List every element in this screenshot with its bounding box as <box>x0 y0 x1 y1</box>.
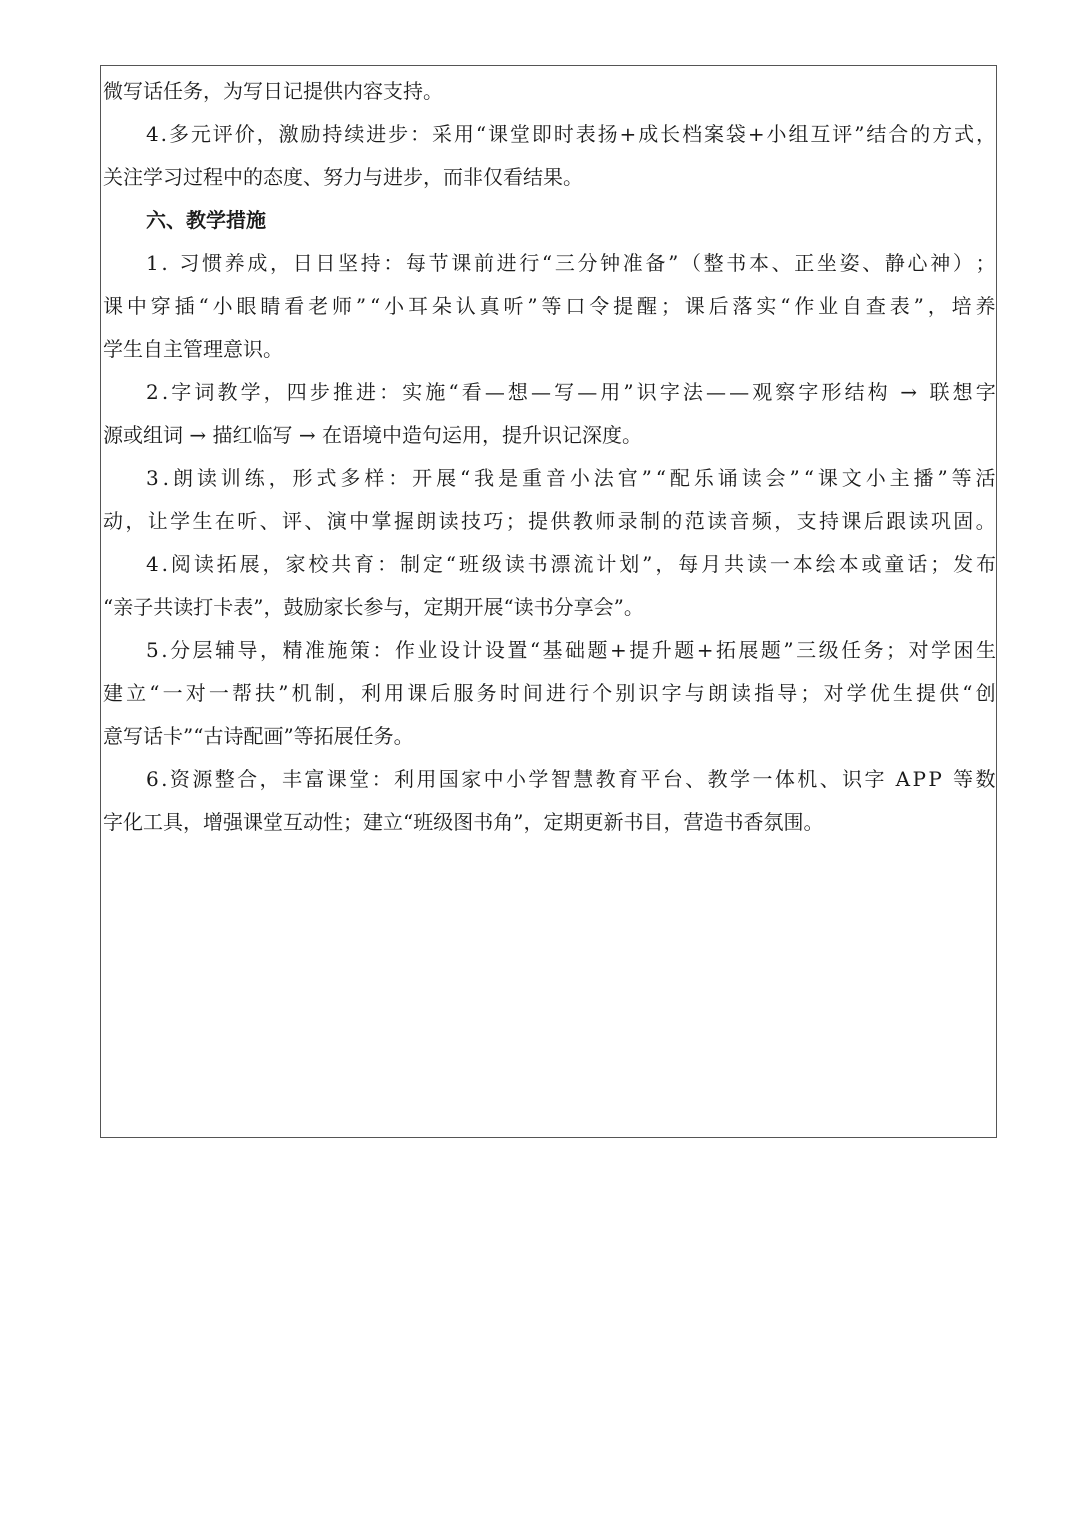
paragraph-line: 源或组词 → 描红临写 → 在语境中造句运用，提升识记深度。 <box>103 423 642 447</box>
paragraph-line: 关注学习过程中的态度、努力与进步，而非仅看结果。 <box>103 165 583 189</box>
paragraph-line: 意写话卡”“古诗配画”等拓展任务。 <box>103 724 414 748</box>
paragraph-line: 学生自主管理意识。 <box>103 337 283 361</box>
paragraph-line: 字化工具，增强课堂互动性；建立“班级图书角”，定期更新书目，营造书香氛围。 <box>103 810 824 834</box>
paragraph-line: 3 . 朗 读 训 练 ， 形 式 多 样 ： 开 展 “ 我 是 重 音 小 法 官 ” “ 配 乐 诵 读 会 ” “ 课 文 小 主 播 ” 等 活 <box>146 466 996 490</box>
paragraph-line: 课 中 穿 插 “ 小 眼 睛 看 老 师 ” “ 小 耳 朵 认 真 听 ” 等 口 令 提 醒 ； 课 后 落 实 “ 作 业 自 查 表 ” ， 培 养 <box>103 294 996 318</box>
paragraph-line: “亲子共读打卡表”，鼓励家长参与，定期开展“读书分享会”。 <box>103 595 644 619</box>
paragraph-line: 1 . 习 惯 养 成 ， 日 日 坚 持 ： 每 节 课 前 进 行 “ 三 分 钟 准 备 ” （ 整 书 本 、 正 坐 姿 、 静 心 神 ） ； <box>146 251 996 275</box>
paragraph-line: 建 立 “ 一 对 一 帮 扶 ” 机 制 ， 利 用 课 后 服 务 时 间 进 行 个 别 识 字 与 朗 读 指 导 ； 对 学 优 生 提 供 “ 创 <box>103 681 996 705</box>
paragraph-line: 2 . 字 词 教 学 ， 四 步 推 进 ： 实 施 “ 看 — 想 — 写 — 用 ” 识 字 法 — — 观 察 字 形 结 构 → 联 想 字 <box>146 380 996 404</box>
section-heading: 六、教学措施 <box>146 208 266 232</box>
table-cell-frame <box>100 65 997 1138</box>
paragraph-line: 4 . 阅 读 拓 展 ， 家 校 共 育 ： 制 定 “ 班 级 读 书 漂 流 计 划 ” ， 每 月 共 读 一 本 绘 本 或 童 话 ； 发 布 <box>146 552 996 576</box>
paragraph-line: 动 ， 让 学 生 在 听 、 评 、 演 中 掌 握 朗 读 技 巧 ； 提 供 教 师 录 制 的 范 读 音 频 ， 支 持 课 后 跟 读 巩 固 。 <box>103 509 996 533</box>
paragraph-line: 5 . 分 层 辅 导 ， 精 准 施 策 ： 作 业 设 计 设 置 “ 基 础 题 + 提 升 题 + 拓 展 题 ” 三 级 任 务 ； 对 学 困 生 <box>146 638 996 662</box>
cell-content <box>103 70 996 844</box>
paragraph-line: 微写话任务，为写日记提供内容支持。 <box>103 79 443 103</box>
paragraph-line: 4 . 多 元 评 价 ， 激 励 持 续 进 步 ： 采 用 “ 课 堂 即 时 表 扬 + 成 长 档 案 袋 + 小 组 互 评 ” 结 合 的 方 式 ， <box>146 122 996 146</box>
paragraph-line: 6 . 资 源 整 合 ， 丰 富 课 堂 ： 利 用 国 家 中 小 学 智 慧 教 育 平 台 、 教 学 一 体 机 、 识 字 A P P 等 数 <box>146 767 996 791</box>
